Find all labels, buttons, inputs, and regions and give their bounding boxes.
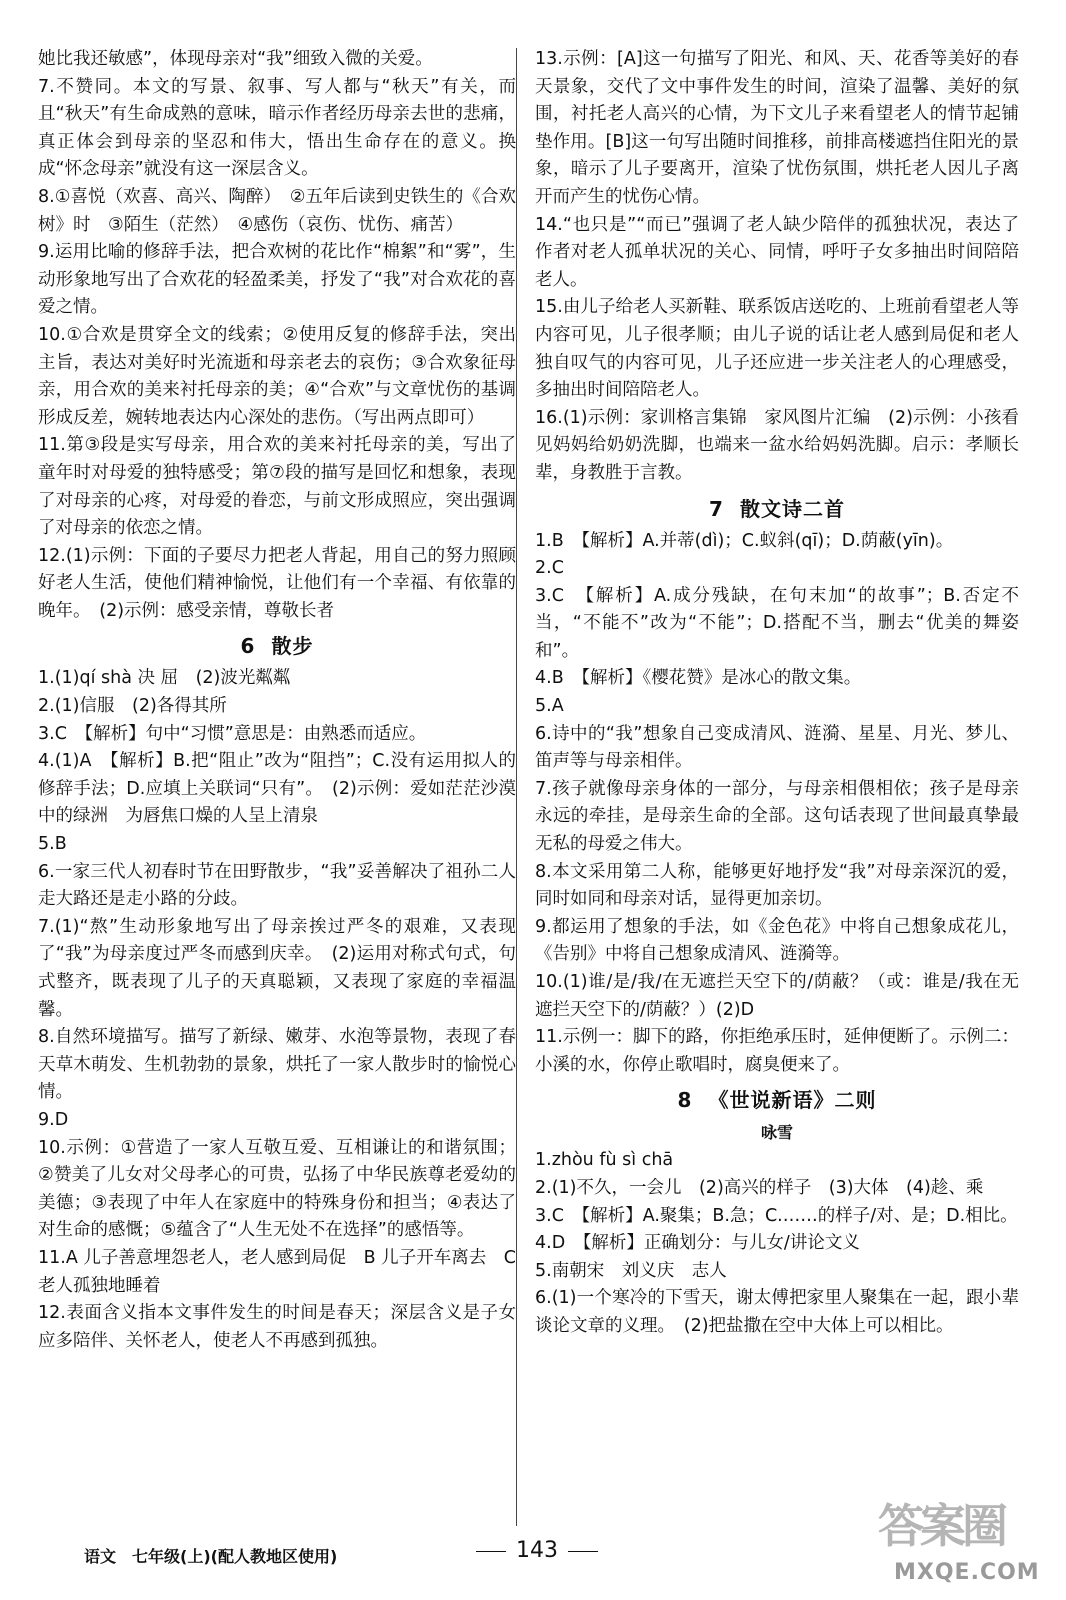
answer-item: 5.南朝宋 刘义庆 志人 xyxy=(535,1260,727,1281)
answer-item: 8.自然环境描写。描写了新绿、嫩芽、水泡等景物，表现了春天草木萌发、生机勃勃的景象，烘托了一家人散步时的愉悦心情。 xyxy=(38,1027,516,1103)
answer-item: 6.诗中的“我”想象自己变成清风、涟漪、星星、月光、梦儿、笛声等与母亲相伴。 xyxy=(535,723,1019,772)
footer-subject: 语文 七年级(上)(配人教地区使用) xyxy=(84,1547,338,1566)
answer-item: 3.C 【解析】句中“习惯”意思是：由熟悉而适应。 xyxy=(38,723,427,744)
answer-item: 11.第③段是实写母亲，用合欢的美来衬托母亲的美，写出了童年时对母爱的独特感受；第⑦段的描写是回忆和想象，表现了对母亲的心疼，对母爱的眷恋，与前文形成照应，突出强调了对母亲的依恋之情。 xyxy=(38,435,516,539)
answer-item: 9.运用比喻的修辞手法，把合欢树的花比作“棉絮”和“雾”，生动形象地写出了合欢花的轻盈柔美，抒发了“我”对合欢花的喜爱之情。 xyxy=(38,242,516,318)
answer-item: 1.B 【解析】A.并蒂(dì)；C.蚁斜(qī)；D.荫蔽(yīn)。 xyxy=(535,530,954,551)
subsection-title: 咏雪 xyxy=(760,1123,793,1143)
section-title xyxy=(535,1083,1019,1117)
answer-item: 3.C 【解析】A.成分残缺，在句末加“的故事”；B.否定不当，“不能不”改为“不能”；D.搭配不当，删去“优美的舞姿和”。 xyxy=(535,585,1019,661)
answer-item: 3.C 【解析】A.聚集；B.急；C.……的样子/对、是；D.相比。 xyxy=(535,1205,1018,1226)
answer-item: 12.表面含义指本文事件发生的时间是春天；深层含义是子女应多陪伴、关怀老人，使老人不再感到孤独。 xyxy=(38,1303,516,1351)
answer-item: 1.(1)qí shà 决 屈 (2)波光粼粼 xyxy=(38,668,291,689)
column-divider xyxy=(516,48,517,1526)
answer-item: 10.①合欢是贯穿全文的线索；②使用反复的修辞手法，突出主旨，表达对美好时光流逝和母亲老去的哀伤；③合欢象征母亲，用合欢的美来衬托母亲的美；④“合欢”与文章忧伤的基调形成反差，婉转地表达内心深处的悲伤。（写出两点即可） xyxy=(38,324,516,428)
answer-item: 1.zhòu fù sì chā xyxy=(535,1150,674,1171)
answer-item: 14.“也只是”“而已”强调了老人缺少陪伴的孤独状况，表达了作者对老人孤单状况的关心、同情，呼吁子女多抽出时间陪陪老人。 xyxy=(535,214,1019,290)
answer-item: 5.A xyxy=(535,696,564,717)
section-title xyxy=(535,492,1019,526)
page-number-wrap xyxy=(466,1538,608,1563)
answer-item: 13.示例：[A]这一句描写了阳光、和风、天、花香等美好的春天景象，交代了文中事件发生的时间，渲染了温馨、美好的氛围，衬托老人高兴的心情，为下文儿子来看望老人的情节起铺垫作用。[B]这一句写出随时间推移，前排高楼遮挡住阳光的景象，暗示了儿子要离开，渲染了忧伤氛围，烘托老人因儿子离开而产生的忧伤心情。 xyxy=(535,49,1019,207)
answer-item: 11.示例一：脚下的路，你拒绝承压时，延伸便断了。示例二：小溪的水，你停止歌唱时，腐臭便来了。 xyxy=(535,1027,1019,1075)
answer-item: 4.D 【解析】正确划分：与儿女/讲论文义 xyxy=(535,1233,860,1254)
answer-item: 6.一家三代人初春时节在田野散步，“我”妥善解决了祖孙二人走大路还是走小路的分歧。 xyxy=(38,861,516,910)
section-number: 6 xyxy=(240,634,256,659)
section-number: 7 xyxy=(709,496,724,521)
answer-item: 9.D xyxy=(38,1109,69,1130)
section-title-text: 《世说新语》二则 xyxy=(708,1088,877,1113)
answer-item: 7.(1)“熬”生动形象地写出了母亲挨过严冬的艰难，又表现了“我”为母亲度过严冬而感到庆幸。 (2)运用对称式句式，句式整齐，既表现了儿子的天真聪颖，又表现了家庭的幸福温馨。 xyxy=(38,916,516,1020)
answer-item: 8.①喜悦（欢喜、高兴、陶醉） ②五年后读到史铁生的《合欢树》时 ③陌生（茫然） ④感伤（哀伤、忧伤、痛苦） xyxy=(38,186,516,235)
answer-item: 10.(1)谁/是/我/在无遮拦天空下的/荫蔽？（或：谁是/我在无遮拦天空下的/荫蔽？）(2)D xyxy=(535,972,1019,1020)
answer-item: 12.(1)示例：下面的子要尽力把老人背起，用自己的努力照顾好老人生活，使他们精神愉悦，让他们有一个幸福、有依靠的晚年。 (2)示例：感受亲情，尊敬长者 xyxy=(38,545,516,621)
dash-left xyxy=(476,1551,506,1552)
watermark-logo: 答案圈 xyxy=(878,1499,1004,1553)
watermark-site: MXQE.COM xyxy=(894,1560,1040,1585)
watermark xyxy=(870,1490,1050,1590)
answer-item: 她比我还敏感”，体现母亲对“我”细致入微的关爱。 xyxy=(38,49,433,69)
answer-item: 15.由儿子给老人买新鞋、联系饭店送吃的、上班前看望老人等内容可见，儿子很孝顺；由儿子说的话让老人感到局促和老人独自叹气的内容可见，儿子还应进一步关注老人的心理感受，多抽出时间陪陪老人。 xyxy=(535,297,1019,401)
answer-item: 5.B xyxy=(38,834,67,855)
answer-item: 2.C xyxy=(535,558,564,579)
dash-right xyxy=(568,1551,598,1552)
answer-item: 10.示例：①营造了一家人互敬互爱、互相谦让的和谐氛围；②赞美了儿女对父母孝心的可贵，弘扬了中华民族尊老爱幼的美德；③表现了中年人在家庭中的特殊身份和担当；④表达了对生命的感慨；⑤蕴含了“人生无处不在选择”的感悟等。 xyxy=(38,1137,516,1241)
answer-item: 9.都运用了想象的手法，如《金色花》中将自己想象成花儿，《告别》中将自己想象成清风、涟漪等。 xyxy=(535,916,1019,965)
section-title-text: 散步 xyxy=(271,634,314,659)
right-column xyxy=(535,46,1019,1341)
answer-item: 2.(1)信服 (2)各得其所 xyxy=(38,696,227,717)
section-title-text: 散文诗二首 xyxy=(739,496,845,521)
answer-item: 11.A 儿子善意埋怨老人，老人感到局促 B 儿子开车离去 C 老人孤独地睡着 xyxy=(38,1247,516,1296)
section-number: 8 xyxy=(677,1088,693,1113)
answer-item: 16.(1)示例：家训格言集锦 家风图片汇编 (2)示例：小孩看见妈妈给奶奶洗脚，也端来一盆水给妈妈洗脚。启示：孝顺长辈，身教胜于言教。 xyxy=(535,407,1019,483)
answer-item: 7.不赞同。本文的写景、叙事、写人都与“秋天”有关，而且“秋天”有生命成熟的意味，暗示作者经历母亲去世的悲痛，真正体会到母亲的坚忍和伟大，悟出生命存在的意义。换成“怀念母亲”就没有这一深层含义。 xyxy=(38,76,516,180)
page-number: 143 xyxy=(516,1538,558,1563)
left-column xyxy=(38,46,516,1355)
section-title xyxy=(38,629,516,663)
answer-item: 4.(1)A 【解析】B.把“阻止”改为“阻挡”；C.没有运用拟人的修辞手法；D.应填上关联词“只有”。 (2)示例：爱如茫茫沙漠中的绿洲 为唇焦口燥的人呈上清泉 xyxy=(38,751,516,827)
answer-item: 4.B 【解析】《樱花赞》是冰心的散文集。 xyxy=(535,668,862,689)
answer-item: 8.本文采用第二人称，能够更好地抒发“我”对母亲深沉的爱，同时如同和母亲对话，显得更加亲切。 xyxy=(535,861,1019,910)
answer-item: 7.孩子就像母亲身体的一部分，与母亲相偎相依；孩子是母亲永远的牵挂，是母亲生命的全部。这句话表现了世间最真挚最无私的母爱之伟大。 xyxy=(535,778,1019,855)
answer-item: 2.(1)不久，一会儿 (2)高兴的样子 (3)大体 (4)趁、乘 xyxy=(535,1177,984,1198)
answer-item: 6.(1)一个寒冷的下雪天，谢太傅把家里人聚集在一起，跟小辈谈论文章的义理。 (2)把盐撒在空中大体上可以相比。 xyxy=(535,1288,1019,1336)
